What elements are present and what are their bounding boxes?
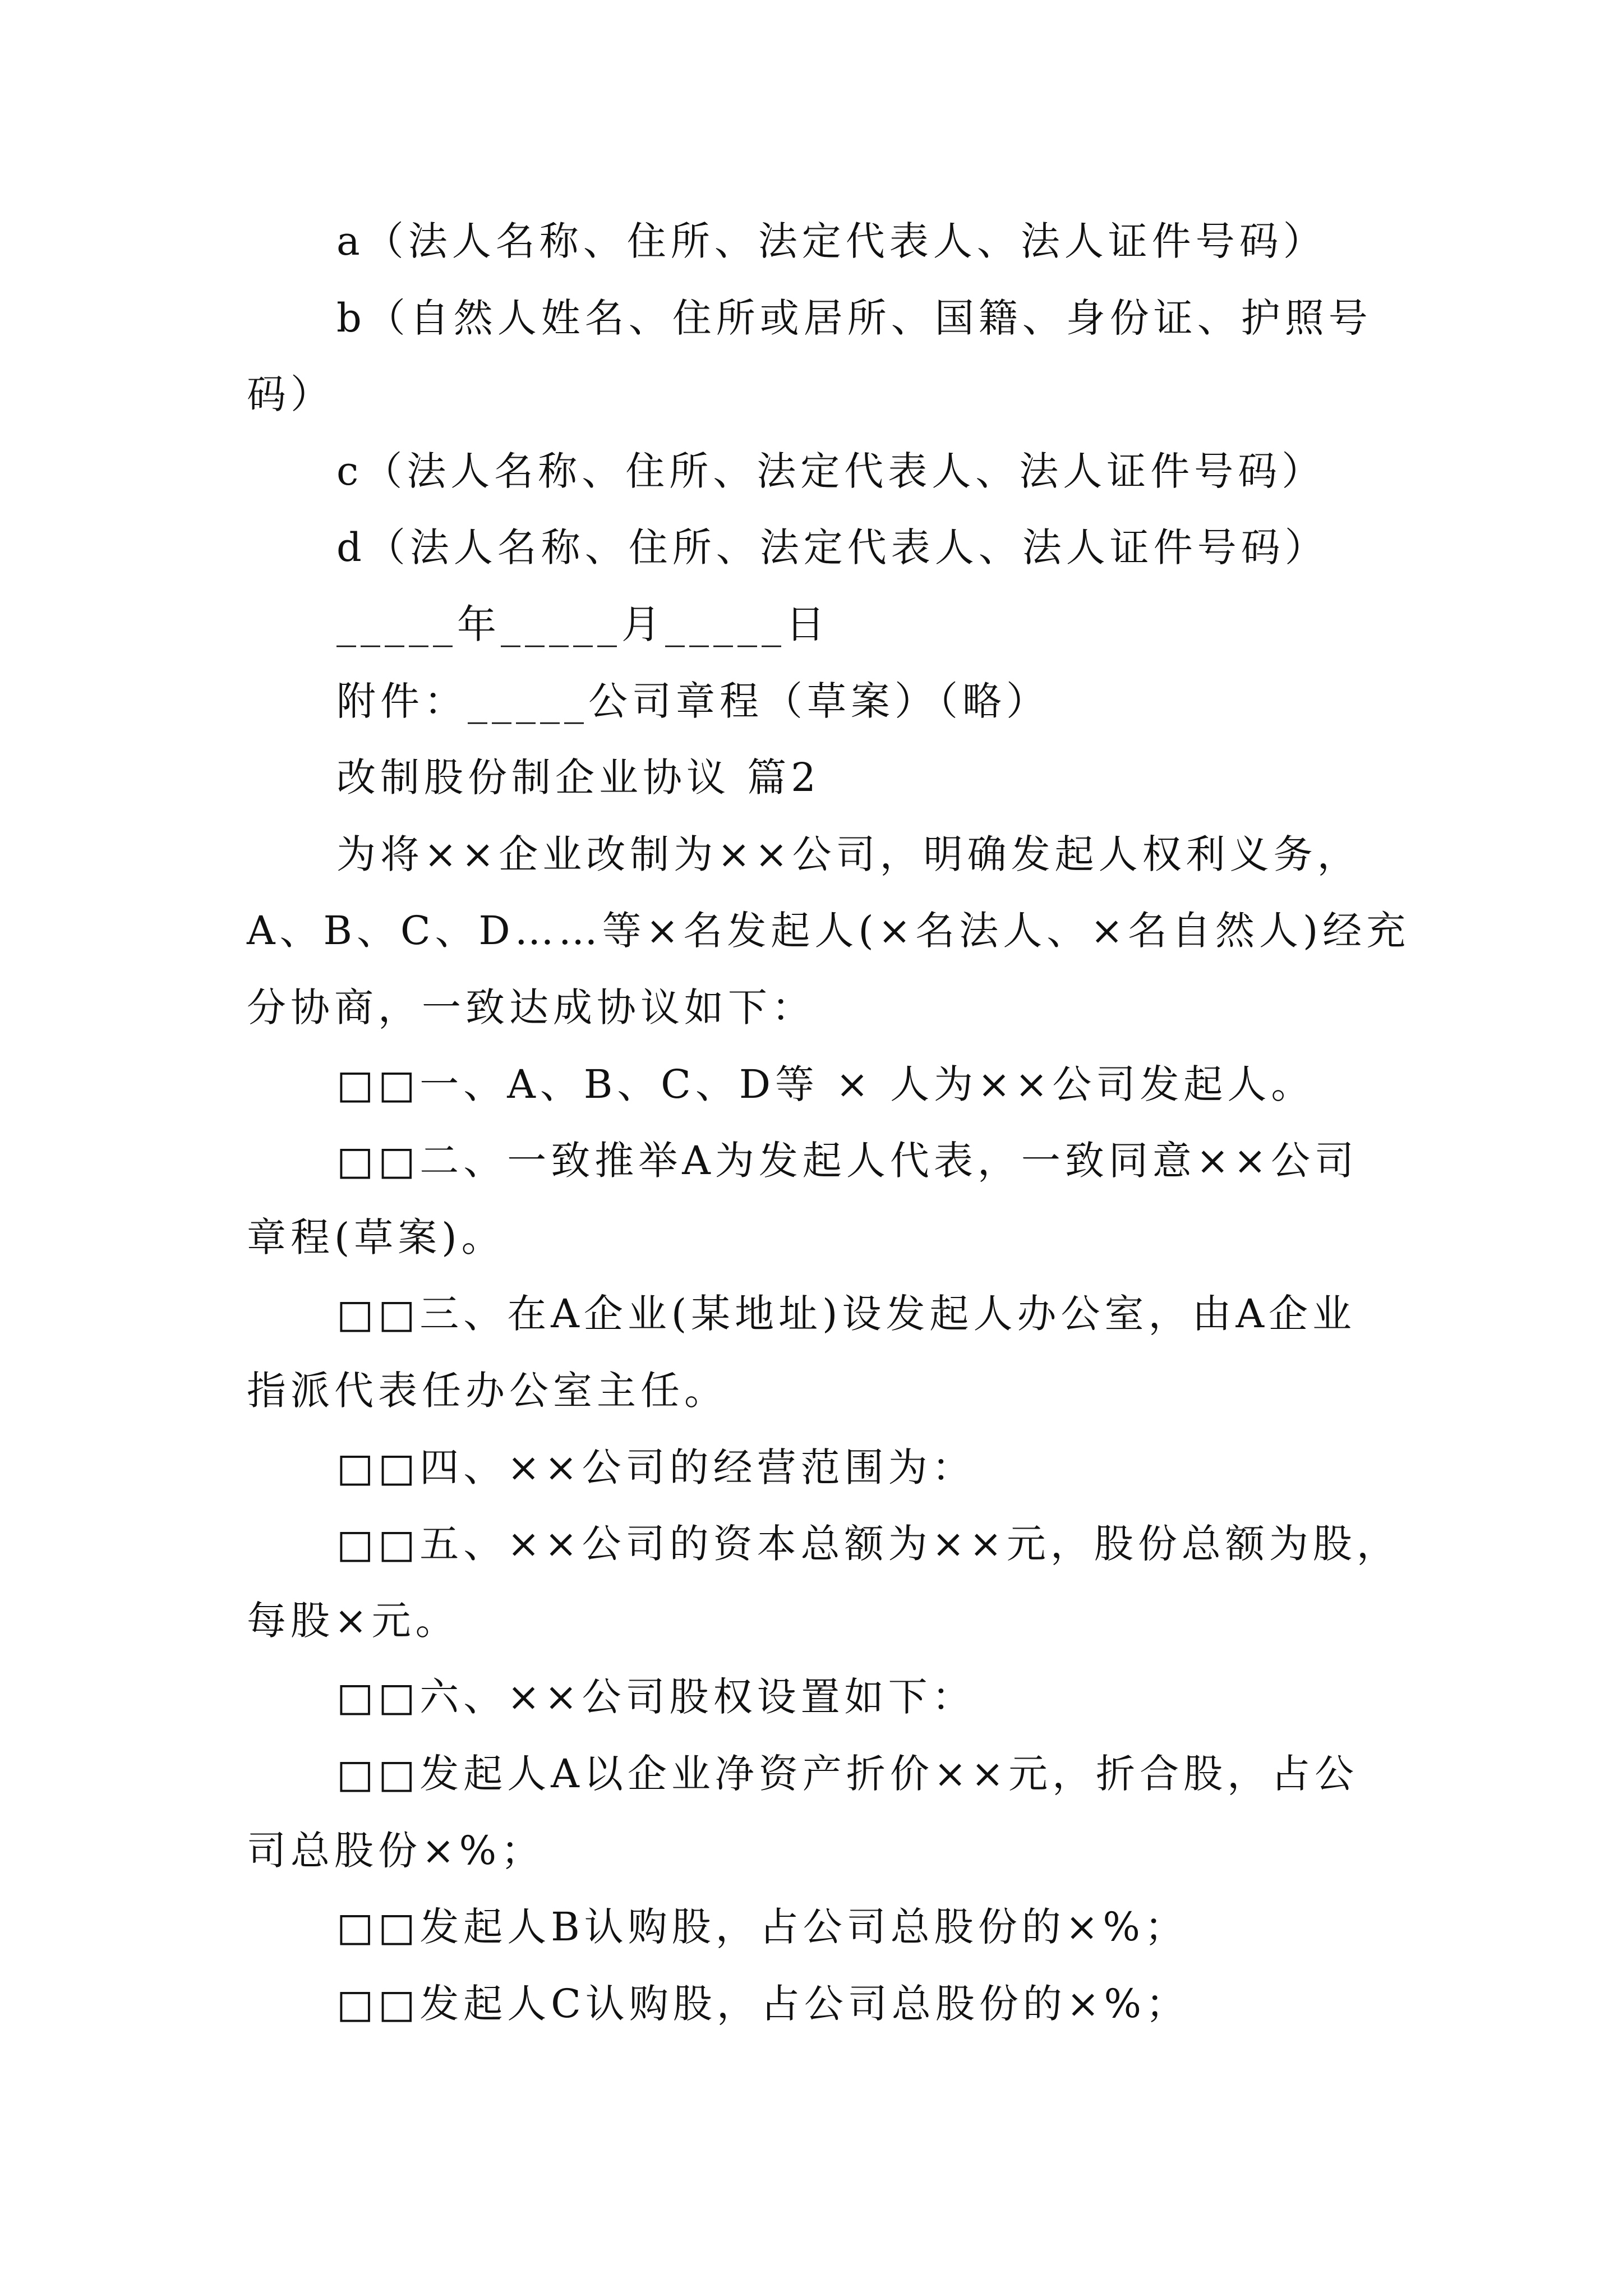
clause-5-line: □□五、××公司的资本总额为××元，股份总额为股，	[336, 1521, 1400, 1567]
section-heading: 改制股份制企业协议 篇2	[336, 754, 820, 800]
party-a-line: a（法人名称、住所、法定代表人、法人证件号码）	[336, 218, 1327, 264]
clause-2-line-cont: 章程(草案)。	[247, 1214, 505, 1260]
clause-5-line-cont: 每股×元。	[247, 1598, 459, 1644]
clause-3-line: □□三、在A企业(某地址)设发起人办公室，由A企业	[336, 1291, 1356, 1337]
sub-clause-line-cont: 司总股份×%；	[247, 1828, 545, 1874]
clause-3-line-cont: 指派代表任办公室主任。	[247, 1368, 728, 1414]
date-line: _____年_____月_____日	[336, 601, 829, 647]
sub-clause-line: □□发起人B认购股，占公司总股份的×%；	[336, 1904, 1188, 1950]
party-d-line: d（法人名称、住所、法定代表人、法人证件号码）	[336, 524, 1329, 570]
party-c-line: c（法人名称、住所、法定代表人、法人证件号码）	[336, 448, 1326, 494]
paragraph-line: 分协商，一致达成协议如下：	[247, 984, 815, 1030]
paragraph-line: A、B、C、D……等×名发起人(×名法人、×名自然人)经充	[247, 908, 1410, 954]
party-b-line-cont: 码）	[247, 371, 334, 417]
clause-1-line: □□一、A、B、C、D等 × 人为××公司发起人。	[336, 1061, 1315, 1107]
party-b-line: b（自然人姓名、住所或居所、国籍、身份证、护照号	[336, 295, 1372, 341]
paragraph-line: 为将××企业改制为××公司，明确发起人权利义务，	[336, 831, 1361, 877]
attachment-line: 附件：_____公司章程（草案）（略）	[336, 678, 1050, 724]
sub-clause-line: □□发起人C认购股，占公司总股份的×%；	[336, 1981, 1189, 2027]
clause-6-line: □□六、××公司股权设置如下：	[336, 1674, 976, 1720]
clause-2-line: □□二、一致推举A为发起人代表，一致同意××公司	[336, 1138, 1359, 1184]
sub-clause-line: □□发起人A以企业净资产折价××元，折合股，占公	[336, 1751, 1359, 1797]
clause-4-line: □□四、××公司的经营范围为：	[336, 1444, 976, 1490]
